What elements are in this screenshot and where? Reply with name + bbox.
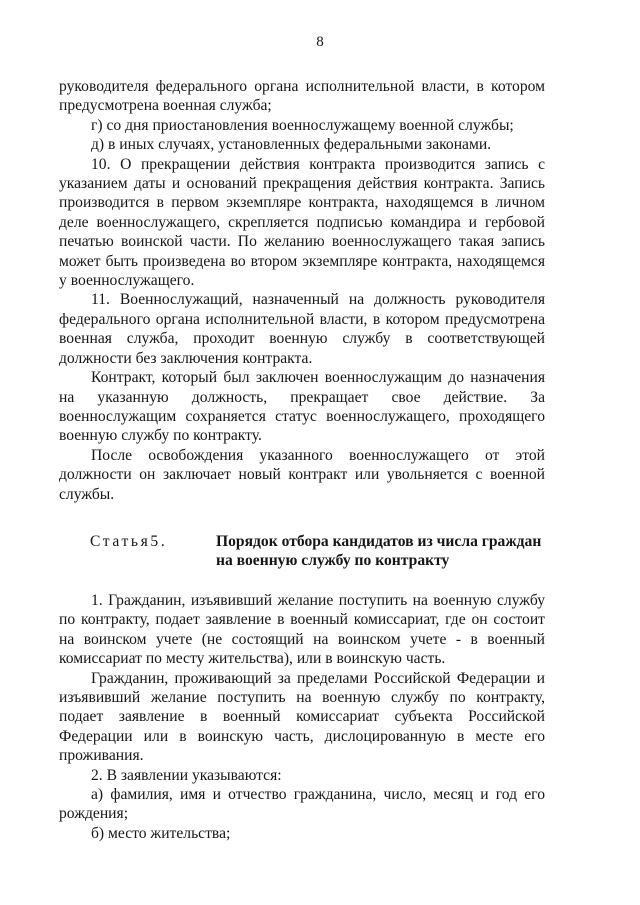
list-item-b: б) место жительства; bbox=[91, 824, 231, 842]
article-label: Статья5. bbox=[90, 533, 168, 550]
article-heading bbox=[90, 532, 546, 571]
paragraph: Гражданин, проживающий за пределами Российской Федерации и изъявивший желание поступить на военную службу по контракту, подает заявление в военный комиссариат субъекта Российской Федерации или в воинскую часть, дислоцированную в месте его проживания. bbox=[59, 669, 545, 765]
paragraph: После освобождения указанного военнослужащего от этой должности он заключает новый контракт или увольняется с военной службы. bbox=[59, 446, 545, 503]
paragraph-item-11: 11. Военнослужащий, назначенный на должность руководителя федерального органа исполнительной власти, в котором предусмотрена военная служба, проходит военную службу в соответствующей должности без заключения контракта. bbox=[59, 291, 545, 367]
paragraph-item-10: 10. О прекращении действия контракта производится запись с указанием даты и оснований прекращения действия контракта. Запись производится в первом экземпляре контракта, находящемся в личном деле военнослужащего, скрепляется подписью командира и гербовой печатью воинской части. По желанию военнослужащего такая запись может быть произведена во втором экземпляре контракта, находящемся у военнослужащего. bbox=[59, 155, 545, 290]
paragraph-item-1: 1. Гражданин, изъявивший желание поступить на военную службу по контракту, подает заявление в военный комиссариат, где он состоит на воинском учете (не состоящий на воинском учете - в военный комиссариат по месту жительства), или в воинскую часть. bbox=[59, 592, 545, 668]
text-block-bottom bbox=[59, 591, 545, 843]
article-title: Порядок отбора кандидатов из числа граждан на военную службу по контракту bbox=[216, 533, 542, 570]
paragraph-item-2: 2. В заявлении указываются: bbox=[91, 766, 282, 784]
page-number: 8 bbox=[316, 34, 324, 50]
text-block-top bbox=[59, 77, 545, 504]
paragraph: Контракт, который был заключен военнослужащим до назначения на указанную должность, прекращает свое действие. За военнослужащим сохраняется статус военнослужащего, проходящего военную службу по контракту. bbox=[59, 369, 545, 445]
paragraph: руководителя федерального органа исполнительной власти, в котором предусмотрена военная служба; bbox=[59, 78, 545, 115]
list-item-a: а) фамилия, имя и отчество гражданина, число, месяц и год его рождения; bbox=[59, 786, 545, 823]
paragraph: д) в иных случаях, установленных федеральными законами. bbox=[91, 136, 492, 154]
paragraph: г) со дня приостановления военнослужащему военной службы; bbox=[91, 116, 514, 134]
